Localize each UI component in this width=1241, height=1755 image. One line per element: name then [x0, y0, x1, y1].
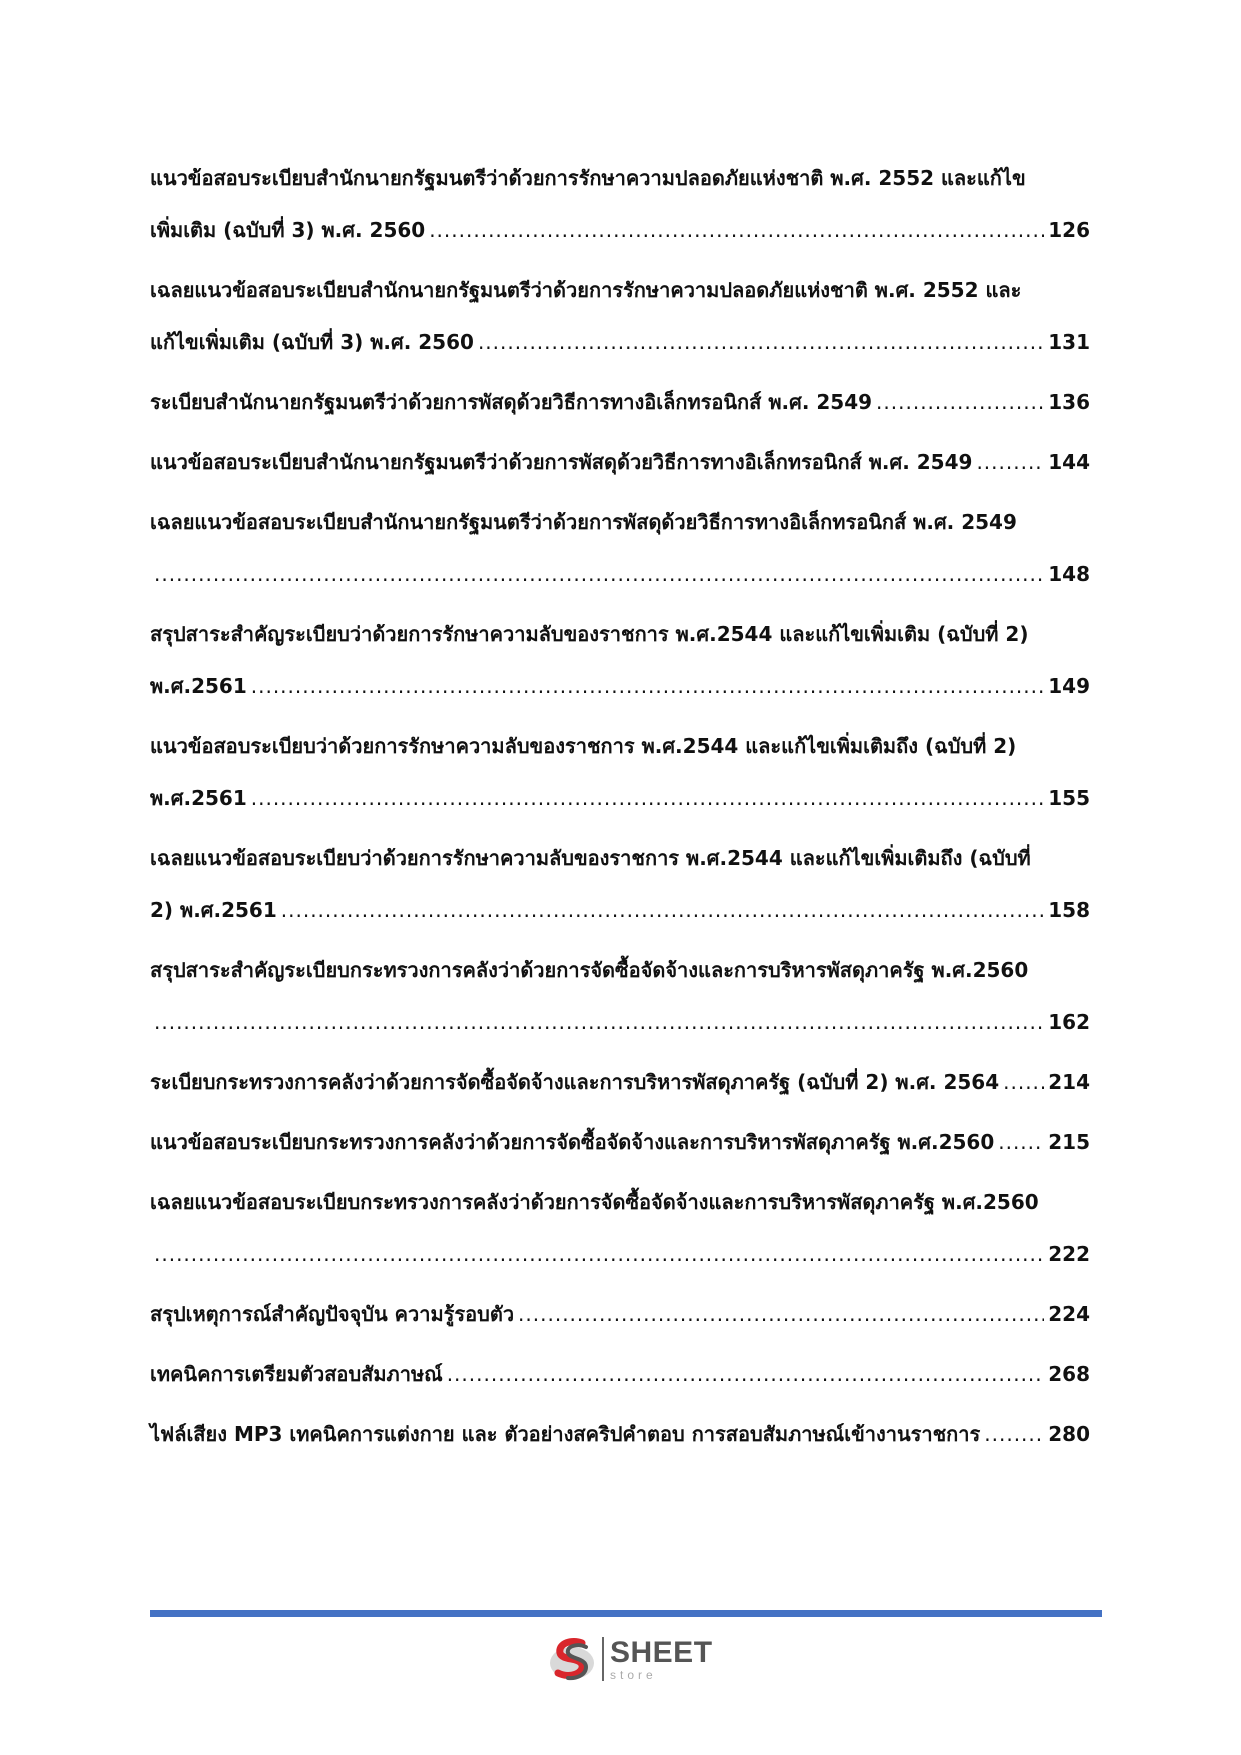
toc-entry[interactable]	[150, 1288, 1090, 1340]
toc-leader-dots	[998, 1116, 1044, 1168]
toc-page-number: 131	[1048, 330, 1090, 354]
footer-divider-bar	[150, 1610, 1102, 1617]
toc-entry-title-line1: เฉลยแนวข้อสอบระเบียบว่าด้วยการรักษาความลับของราชการ พ.ศ.2544 และแก้ไขเพิ่มเติมถึง (ฉบับที่	[150, 846, 1031, 870]
toc-entry[interactable]	[150, 720, 1090, 824]
toc-page-number: 214	[1048, 1070, 1090, 1094]
toc-entry-title-line2: พ.ศ.2561	[150, 674, 247, 698]
toc-entry[interactable]	[150, 1408, 1090, 1460]
toc-entry[interactable]	[150, 436, 1090, 488]
toc-page-number: 268	[1048, 1362, 1090, 1386]
toc-entry-title-line1: เฉลยแนวข้อสอบระเบียบกระทรวงการคลังว่าด้วยการจัดซื้อจัดจ้างและการบริหารพัสดุภาครัฐ พ.ศ.2560	[150, 1190, 1039, 1214]
toc-entry-title-line2: 2) พ.ศ.2561	[150, 898, 277, 922]
toc-entry[interactable]	[150, 496, 1090, 600]
toc-leader-dots	[154, 548, 1044, 600]
toc-page-number: 224	[1048, 1302, 1090, 1326]
toc-entry[interactable]	[150, 152, 1090, 256]
toc-entry-title: สรุปเหตุการณ์สำคัญปัจจุบัน ความรู้รอบตัว	[150, 1302, 515, 1326]
toc-leader-dots	[281, 884, 1044, 936]
toc-entry-title: ระเบียบสำนักนายกรัฐมนตรีว่าด้วยการพัสดุด้วยวิธีการทางอิเล็กทรอนิกส์ พ.ศ. 2549	[150, 390, 873, 414]
toc-page-number: 222	[1048, 1242, 1090, 1266]
toc-page-number: 149	[1048, 674, 1090, 698]
toc-page-number: 155	[1048, 786, 1090, 810]
toc-leader-dots	[518, 1288, 1044, 1340]
toc-leader-dots	[429, 204, 1044, 256]
toc-entry-title: เทคนิคการเตรียมตัวสอบสัมภาษณ์	[150, 1362, 443, 1386]
table-of-contents	[150, 152, 1090, 1468]
toc-page-number: 280	[1048, 1422, 1090, 1446]
toc-page-number: 148	[1048, 562, 1090, 586]
toc-leader-dots	[251, 772, 1045, 824]
toc-entry[interactable]	[150, 376, 1090, 428]
toc-page-number: 136	[1048, 390, 1090, 414]
toc-leader-dots	[1003, 1056, 1044, 1108]
logo-separator	[602, 1637, 604, 1681]
toc-entry-title: แนวข้อสอบระเบียบสำนักนายกรัฐมนตรีว่าด้วยการพัสดุด้วยวิธีการทางอิเล็กทรอนิกส์ พ.ศ. 2549	[150, 450, 973, 474]
toc-leader-dots	[984, 1408, 1044, 1460]
toc-leader-dots	[876, 376, 1044, 428]
toc-entry-title-line1: เฉลยแนวข้อสอบระเบียบสำนักนายกรัฐมนตรีว่าด้วยการรักษาความปลอดภัยแห่งชาติ พ.ศ. 2552 และ	[150, 278, 1022, 302]
toc-entry[interactable]	[150, 264, 1090, 368]
toc-entry-title-line1: สรุปสาระสำคัญระเบียบว่าด้วยการรักษาความลับของราชการ พ.ศ.2544 และแก้ไขเพิ่มเติม (ฉบับที่ 2)	[150, 622, 1029, 646]
toc-entry[interactable]	[150, 608, 1090, 712]
toc-entry[interactable]	[150, 1056, 1090, 1108]
toc-entry-title-line2: เพิ่มเติม (ฉบับที่ 3) พ.ศ. 2560	[150, 218, 426, 242]
toc-page-number: 215	[1048, 1130, 1090, 1154]
toc-leader-dots	[478, 316, 1044, 368]
toc-leader-dots	[447, 1348, 1045, 1400]
toc-page-number: 162	[1048, 1010, 1090, 1034]
toc-entry-title-line1: แนวข้อสอบระเบียบว่าด้วยการรักษาความลับของราชการ พ.ศ.2544 และแก้ไขเพิ่มเติมถึง (ฉบับที่ 2)	[150, 734, 1017, 758]
toc-leader-dots	[976, 436, 1044, 488]
toc-entry[interactable]	[150, 1116, 1090, 1168]
toc-entry[interactable]	[150, 1176, 1090, 1280]
sheet-store-logo-icon	[546, 1633, 598, 1685]
toc-entry-title-line2: พ.ศ.2561	[150, 786, 247, 810]
toc-entry-title: ระเบียบกระทรวงการคลังว่าด้วยการจัดซื้อจัดจ้างและการบริหารพัสดุภาครัฐ (ฉบับที่ 2) พ.ศ. 2564	[150, 1070, 1000, 1094]
toc-entry-title: ไฟล์เสียง MP3 เทคนิคการแต่งกาย และ ตัวอย่างสคริปคำตอบ การสอบสัมภาษณ์เข้างานราชการ	[150, 1422, 981, 1446]
toc-leader-dots	[154, 1228, 1044, 1280]
toc-entry-title-line1: เฉลยแนวข้อสอบระเบียบสำนักนายกรัฐมนตรีว่าด้วยการพัสดุด้วยวิธีการทางอิเล็กทรอนิกส์ พ.ศ. 2549	[150, 510, 1017, 534]
sheet-store-logo	[546, 1630, 713, 1688]
toc-page-number: 158	[1048, 898, 1090, 922]
toc-leader-dots	[251, 660, 1045, 712]
toc-entry[interactable]	[150, 1348, 1090, 1400]
toc-entry[interactable]	[150, 832, 1090, 936]
toc-page-number: 126	[1048, 218, 1090, 242]
toc-entry-title-line2: แก้ไขเพิ่มเติม (ฉบับที่ 3) พ.ศ. 2560	[150, 330, 474, 354]
toc-entry-title-line1: สรุปสาระสำคัญระเบียบกระทรวงการคลังว่าด้วยการจัดซื้อจัดจ้างและการบริหารพัสดุภาครัฐ พ.ศ.2560	[150, 958, 1029, 982]
toc-entry-title: แนวข้อสอบระเบียบกระทรวงการคลังว่าด้วยการจัดซื้อจัดจ้างและการบริหารพัสดุภาครัฐ พ.ศ.2560	[150, 1130, 995, 1154]
logo-text	[610, 1635, 713, 1682]
logo-subword: store	[610, 1667, 657, 1682]
logo-word: SHEET	[610, 1635, 713, 1669]
toc-leader-dots	[154, 996, 1044, 1048]
toc-page-number: 144	[1048, 450, 1090, 474]
toc-entry-title-line1: แนวข้อสอบระเบียบสำนักนายกรัฐมนตรีว่าด้วยการรักษาความปลอดภัยแห่งชาติ พ.ศ. 2552 และแก้ไข	[150, 166, 1026, 190]
toc-entry[interactable]	[150, 944, 1090, 1048]
